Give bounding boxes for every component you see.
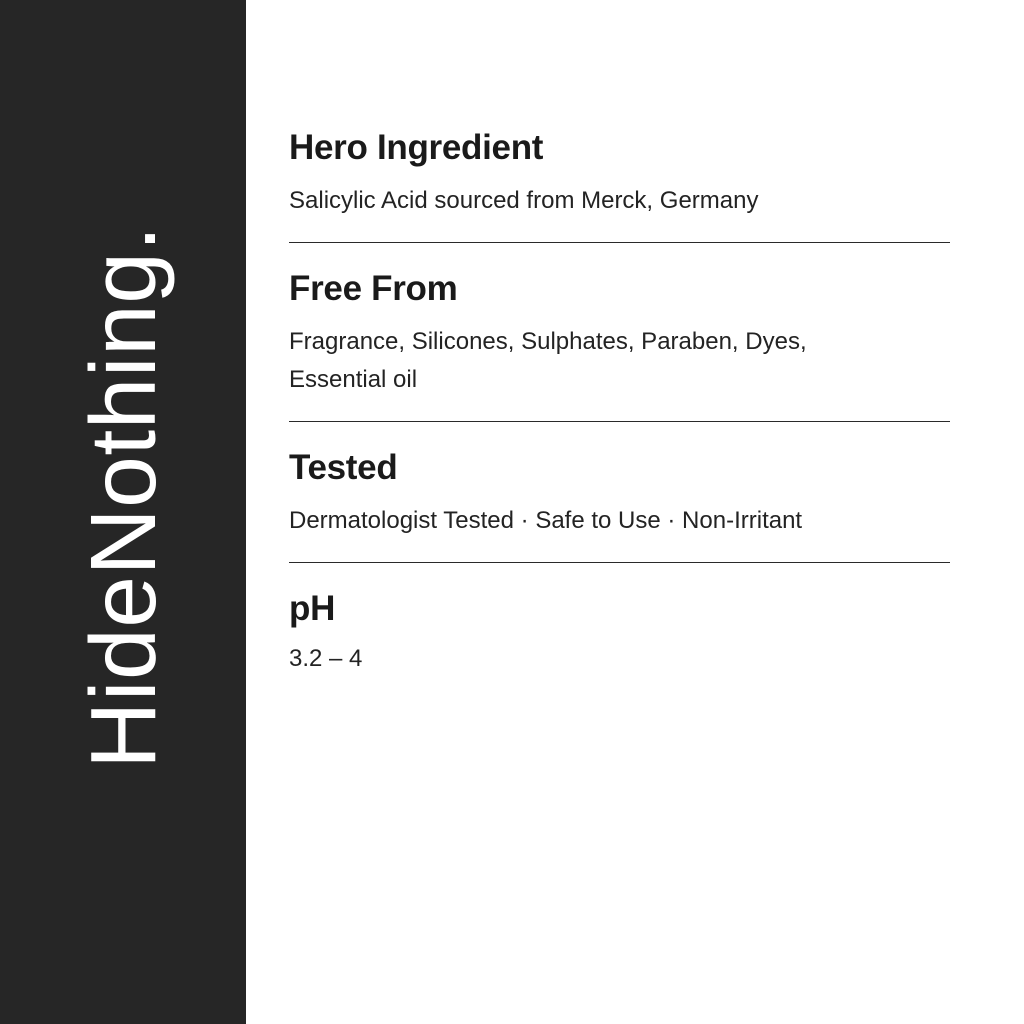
spec-item-hero-ingredient bbox=[289, 128, 950, 242]
spec-item-tested bbox=[289, 421, 950, 562]
spec-panel bbox=[246, 0, 1024, 1024]
spec-title: Free From bbox=[289, 269, 458, 309]
spec-body: 3.2 – 4 bbox=[289, 644, 363, 672]
spec-body: Fragrance, Silicones, Sulphates, Paraben, Dyes, Essential oil bbox=[289, 328, 807, 394]
brand-side-band bbox=[0, 0, 246, 1024]
spec-title: Hero Ingredient bbox=[289, 128, 544, 167]
spec-body: Dermatologist Tested · Safe to Use · Non-Irritant bbox=[289, 507, 803, 535]
spec-body: Salicylic Acid sourced from Merck, Germany bbox=[289, 187, 759, 215]
spec-item-free-from bbox=[289, 242, 950, 421]
spec-title: Tested bbox=[289, 448, 398, 488]
brand-vertical-label: HideNothing. bbox=[70, 225, 175, 769]
spec-item-ph bbox=[289, 562, 950, 677]
spec-title: pH bbox=[289, 589, 336, 629]
spec-list bbox=[289, 128, 950, 678]
